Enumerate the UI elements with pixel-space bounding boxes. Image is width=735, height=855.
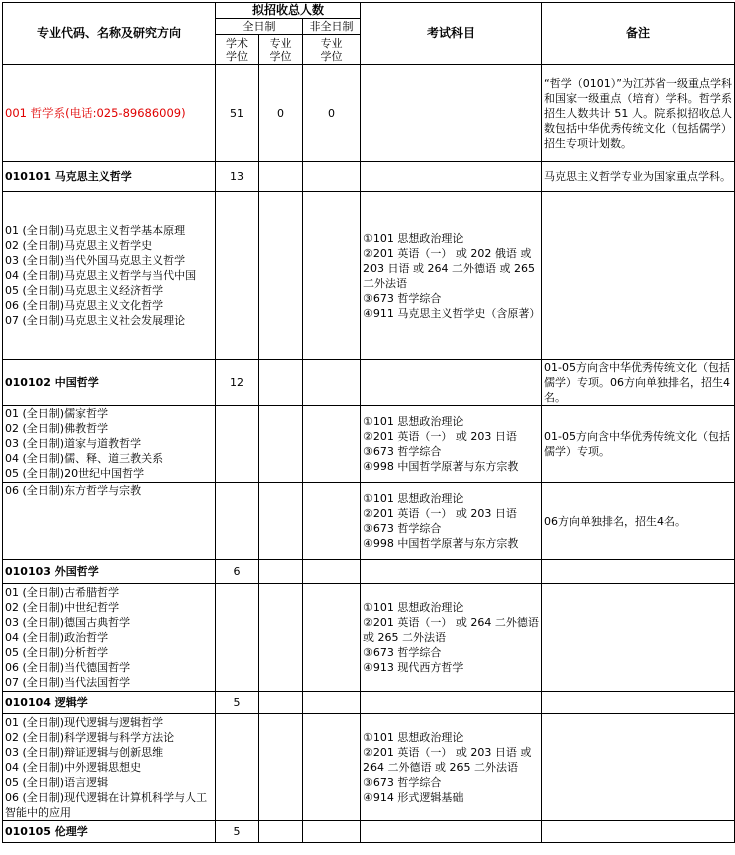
major-remark: 01-05方向含中华优秀传统文化（包括儒学）专项。06方向单独排名，招生4名。 [542,360,735,406]
exam-subjects: ①101 思想政治理论 ②201 英语（一） 或 203 日语 ③673 哲学综合 ④998 中国哲学原著与东方宗教 [361,483,542,560]
direction-list: 06 (全日制)东方哲学与宗教 [3,483,216,560]
major-academic: 5 [216,692,259,714]
exam-subjects: ①101 思想政治理论 ②201 英语（一） 或 202 俄语 或 203 日语 或 264 二外德语 或 265 二外法语 ③673 哲学综合 ④911 马克思主义哲学史（含原著） [361,192,542,360]
table-row [3,162,735,192]
major-academic: 5 [216,821,259,843]
dept-parttime: 0 [303,65,361,162]
table-row [3,360,735,406]
table-row [3,192,735,360]
table-row [3,821,735,843]
direction-remark: 06方向单独排名，招生4名。 [542,483,735,560]
header-prof-part: 专业 学位 [303,35,361,65]
major-academic: 13 [216,162,259,192]
direction-remark: 01-05方向含中华优秀传统文化（包括儒学）专项。 [542,406,735,483]
exam-subjects: ①101 思想政治理论 ②201 英语（一） 或 264 二外德语 或 265 二外法语 ③673 哲学综合 ④913 现代西方哲学 [361,584,542,692]
table-row [3,714,735,821]
exam-subjects: ①101 思想政治理论 ②201 英语（一） 或 203 日语 ③673 哲学综合 ④998 中国哲学原著与东方宗教 [361,406,542,483]
table-row [3,584,735,692]
admission-table [2,2,735,843]
direction-list: 01 (全日制)马克思主义哲学基本原理 02 (全日制)马克思主义哲学史 03 (全日制)当代外国马克思主义哲学 04 (全日制)马克思主义哲学与当代中国 05 (全日制)马克思主义经济哲学 06 (全日制)马克思主义文化哲学 07 (全日制)马克思主义社会发展理论 [3,192,216,360]
header-remark: 备注 [542,3,735,65]
dept-academic: 51 [216,65,259,162]
major-name: 010102 中国哲学 [3,360,216,406]
table-row [3,483,735,560]
dept-professional: 0 [259,65,303,162]
header-academic: 学术 学位 [216,35,259,65]
direction-list: 01 (全日制)现代逻辑与逻辑哲学 02 (全日制)科学逻辑与科学方法论 03 (全日制)辩证逻辑与创新思维 04 (全日制)中外逻辑思想史 05 (全日制)语言逻辑 06 (全日制)现代逻辑在计算机科学与人工智能中的应用 [3,714,216,821]
direction-list: 01 (全日制)儒家哲学 02 (全日制)佛教哲学 03 (全日制)道家与道教哲学 04 (全日制)儒、释、道三教关系 05 (全日制)20世纪中国哲学 [3,406,216,483]
major-name: 010103 外国哲学 [3,560,216,584]
major-name: 010104 逻辑学 [3,692,216,714]
table-row [3,692,735,714]
dept-remark: “哲学（0101）”为江苏省一级重点学科和国家一级重点（培育）学科。哲学系招生人数共计 51 人。院系拟招收总人数包括中华优秀传统文化（包括儒学）招生专项计划数。 [542,65,735,162]
direction-list: 01 (全日制)古希腊哲学 02 (全日制)中世纪哲学 03 (全日制)德国古典哲学 04 (全日制)政治哲学 05 (全日制)分析哲学 06 (全日制)当代德国哲学 07 (全日制)当代法国哲学 [3,584,216,692]
header-parttime: 非全日制 [303,19,361,35]
header-exam: 考试科目 [361,3,542,65]
header-professional: 专业 学位 [259,35,303,65]
header-plan: 拟招收总人数 [216,3,361,19]
table-row [3,406,735,483]
major-academic: 6 [216,560,259,584]
table-row [3,65,735,162]
major-academic: 12 [216,360,259,406]
dept-name: 001 哲学系(电话:025-89686009) [3,65,216,162]
header-major: 专业代码、名称及研究方向 [3,3,216,65]
table-row [3,560,735,584]
major-name: 010101 马克思主义哲学 [3,162,216,192]
major-remark: 马克思主义哲学专业为国家重点学科。 [542,162,735,192]
major-name: 010105 伦理学 [3,821,216,843]
exam-subjects: ①101 思想政治理论 ②201 英语（一） 或 203 日语 或 264 二外德语 或 265 二外法语 ③673 哲学综合 ④914 形式逻辑基础 [361,714,542,821]
header-fulltime: 全日制 [216,19,303,35]
